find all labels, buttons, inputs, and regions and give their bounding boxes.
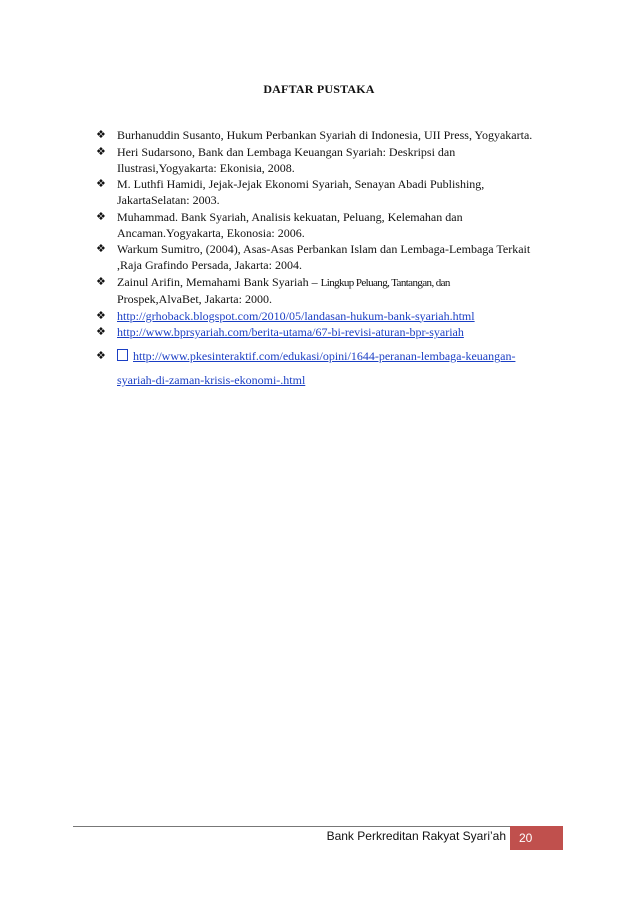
reference-item	[96, 241, 536, 273]
reference-item	[96, 308, 536, 324]
diamond-bullet-icon: ❖	[96, 144, 106, 158]
footer-divider	[73, 826, 563, 827]
reference-item	[96, 176, 536, 208]
diamond-bullet-icon: ❖	[96, 128, 106, 141]
diamond-bullet-icon: ❖	[96, 177, 106, 191]
diamond-bullet-icon: ❖	[96, 274, 106, 288]
reference-item	[96, 344, 536, 392]
diamond-bullet-icon: ❖	[96, 308, 106, 322]
reference-item	[96, 324, 536, 340]
reference-text: M. Luthfi Hamidi, Jejak-Jejak Ekonomi Syariah, Senayan Abadi Publishing, JakartaSelatan: 2003.	[117, 177, 485, 208]
reference-link[interactable]: http://grhoback.blogspot.com/2010/05/landasan-hukum-bank-syariah.html	[117, 308, 475, 323]
reference-list	[96, 127, 536, 393]
reference-link[interactable]: http://www.bprsyariah.com/berita-utama/67-bi-revisi-aturan-bpr-syariah	[117, 325, 464, 340]
reference-text: Muhammad. Bank Syariah, Analisis kekuatan, Peluang, Kelemahan dan Ancaman.Yogyakarta, Ekonosia: 2006.	[117, 209, 463, 240]
page-number-badge: 20	[510, 826, 563, 850]
reference-text: Zainul Arifin, Memahami Bank Syariah –	[117, 274, 321, 289]
page-title: DAFTAR PUSTAKA	[263, 82, 375, 96]
reference-text: Prospek,AlvaBet, Jakarta: 2000.	[117, 291, 272, 306]
reference-text-condensed: Lingkup Peluang, Tantangan, dan	[320, 276, 450, 289]
diamond-bullet-icon: ❖	[96, 242, 106, 256]
reference-item	[96, 127, 536, 143]
reference-text: Warkum Sumitro, (2004), Asas-Asas Perbankan Islam dan Lembaga-Lembaga Terkait ,Raja Grafindo Persada, Jakarta: 2004.	[117, 242, 531, 273]
reference-item	[96, 274, 536, 307]
checkbox-glyph-icon	[117, 349, 128, 361]
reference-text: Burhanuddin Susanto, Hukum Perbankan Syariah di Indonesia, UII Press, Yogyakarta.	[117, 128, 533, 142]
diamond-bullet-icon: ❖	[96, 325, 106, 339]
reference-item	[96, 209, 536, 241]
reference-text: Heri Sudarsono, Bank dan Lembaga Keuangan Syariah: Deskripsi dan Ilustrasi,Yogyakarta: Ekonisia, 2008.	[117, 144, 456, 175]
footer-title: Bank Perkreditan Rakyat Syari’ah	[326, 829, 506, 843]
reference-link[interactable]: http://www.pkesinteraktif.com/edukasi/opini/1644-peranan-lembaga-keuangan-syariah-di-zaman-krisis-ekonomi-.html	[117, 349, 516, 388]
reference-item	[96, 144, 536, 176]
diamond-bullet-icon: ❖	[96, 349, 106, 363]
diamond-bullet-icon: ❖	[96, 209, 106, 223]
